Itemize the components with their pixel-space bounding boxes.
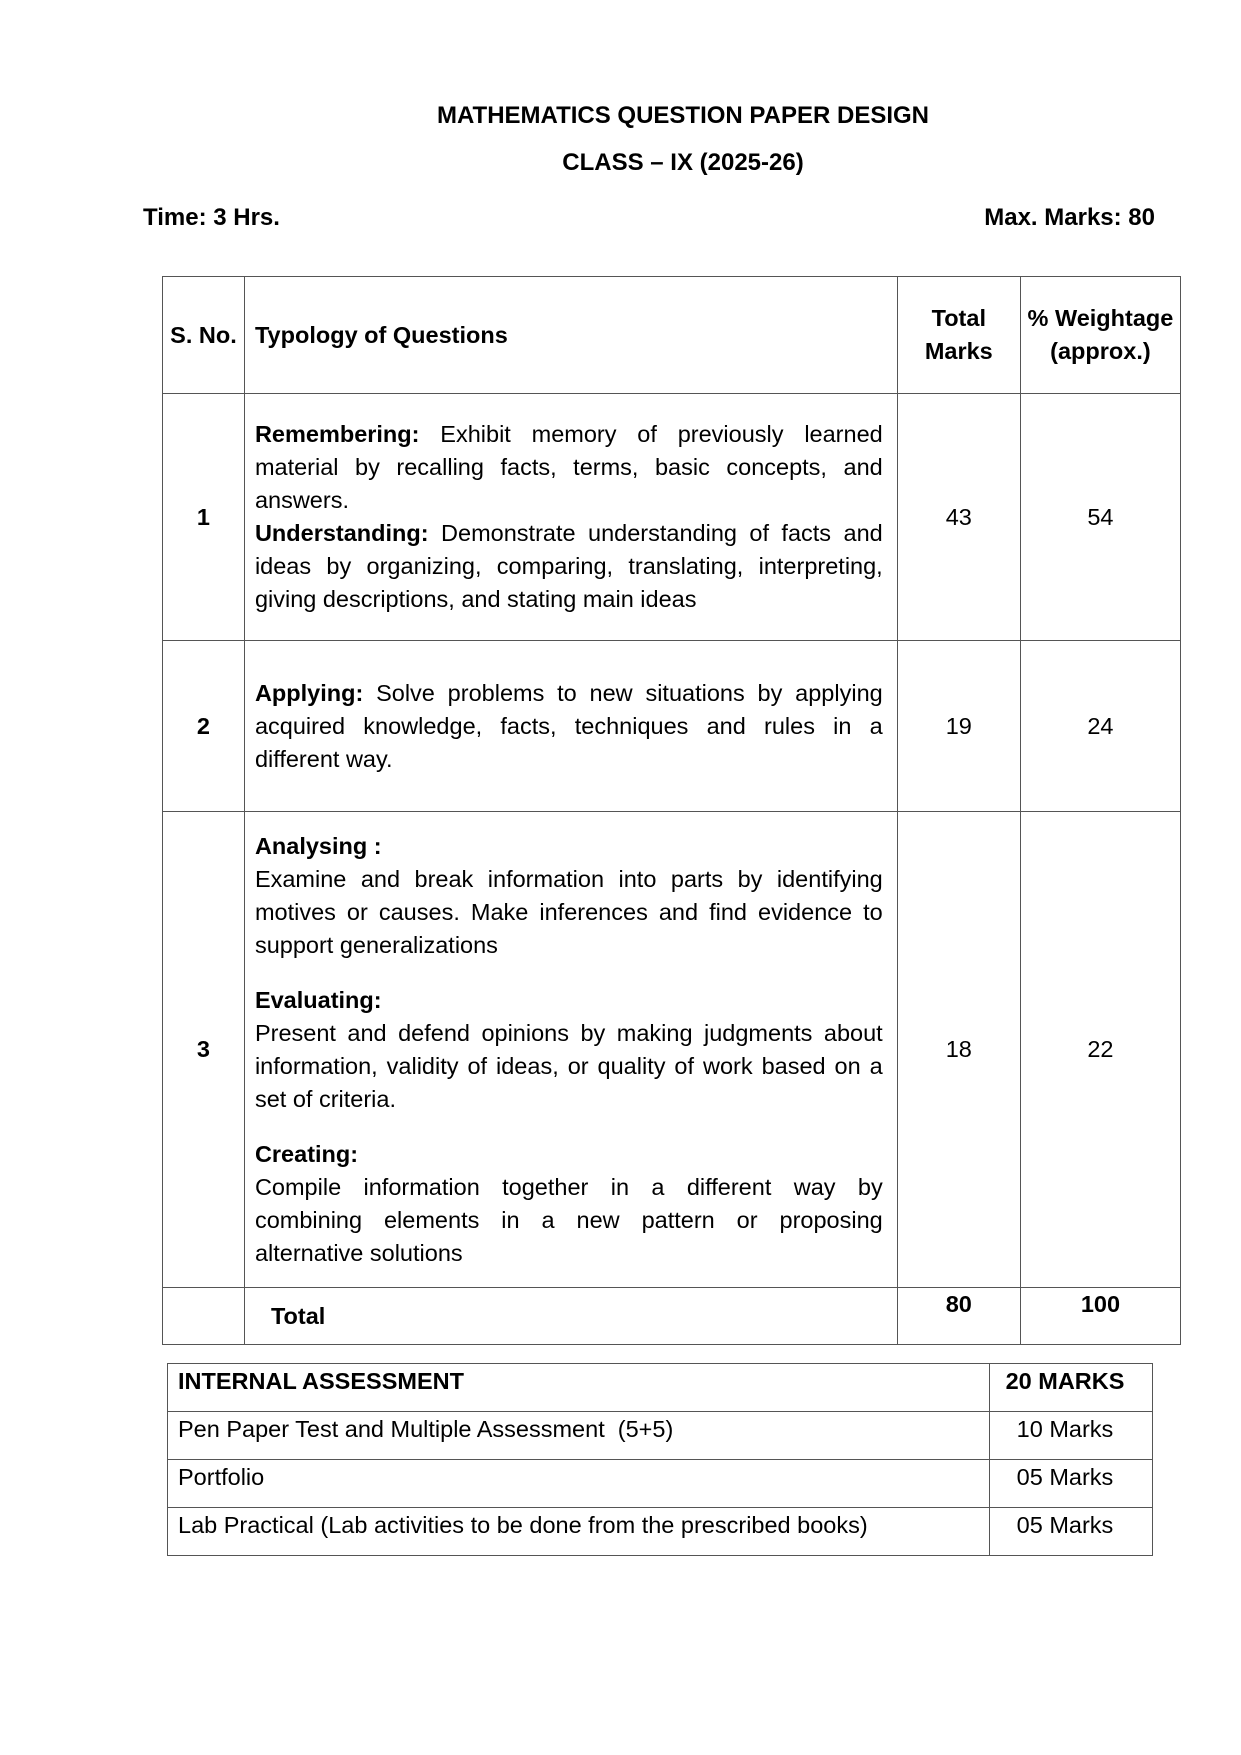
header-typology: Typology of Questions <box>244 277 897 394</box>
time-label: Time: 3 Hrs. <box>143 204 280 231</box>
row-marks: 18 <box>897 812 1020 1288</box>
typology-desc: Exhibit memory of previously learned material by recalling facts, terms, basic concepts, and answers. <box>254 421 883 513</box>
ia-heading-marks: 20 MARKS <box>990 1364 1153 1412</box>
typology-desc: Demonstrate understanding of facts and ideas by organizing, comparing, translating, interpreting, giving descriptions, and stating main ideas <box>254 520 883 612</box>
table-header-row <box>163 277 1181 394</box>
total-sno-cell <box>163 1288 245 1345</box>
header-sno: S. No. <box>163 277 245 394</box>
typology-item <box>255 984 883 1116</box>
row-typology <box>244 641 897 812</box>
internal-assessment-table <box>167 1363 1153 1556</box>
row-sno: 2 <box>163 641 245 812</box>
row-typology <box>244 394 897 641</box>
typology-item <box>255 418 883 517</box>
page-title: MATHEMATICS QUESTION PAPER DESIGN <box>436 102 930 129</box>
typology-term: Analysing : <box>254 832 382 859</box>
table-row <box>163 641 1181 812</box>
question-design-table <box>162 276 1181 1345</box>
row-sno: 1 <box>163 394 245 641</box>
row-weightage: 22 <box>1020 812 1180 1288</box>
ia-label: Portfolio <box>168 1460 990 1508</box>
row-sno: 3 <box>163 812 245 1288</box>
row-marks: 43 <box>897 394 1020 641</box>
ia-marks: 10 Marks <box>990 1412 1153 1460</box>
row-weightage: 54 <box>1020 394 1180 641</box>
ia-header-row <box>168 1364 1153 1412</box>
typology-term: Understanding: <box>254 520 429 546</box>
typology-term: Remembering: <box>254 421 420 447</box>
typology-desc: Solve problems to new situations by applying acquired knowledge, facts, techniques and rules in a different way. <box>254 679 883 772</box>
max-marks-label: Max. Marks: 80 <box>984 204 1155 231</box>
table-row <box>163 394 1181 641</box>
header-total-marks: Total Marks <box>897 277 1020 394</box>
typology-desc: Examine and break information into parts by identifying motives or causes. Make inferences and find evidence to support generalizations <box>254 865 883 958</box>
table-row <box>163 812 1181 1288</box>
ia-row <box>168 1460 1153 1508</box>
typology-item <box>255 1138 883 1270</box>
total-row <box>163 1288 1181 1345</box>
class-line: CLASS – IX (2025-26) <box>562 149 804 176</box>
ia-label: Lab Practical (Lab activities to be done from the prescribed books) <box>168 1508 990 1556</box>
total-weightage: 100 <box>1020 1288 1180 1345</box>
total-marks: 80 <box>897 1288 1020 1345</box>
typology-item <box>255 517 883 616</box>
typology-desc: Compile information together in a different way by combining elements in a new pattern or proposing alternative solutions <box>254 1173 883 1266</box>
row-typology <box>244 812 897 1288</box>
typology-term: Evaluating: <box>254 986 382 1013</box>
ia-row <box>168 1508 1153 1556</box>
typology-item <box>255 677 883 776</box>
ia-marks: 05 Marks <box>990 1460 1153 1508</box>
ia-marks: 05 Marks <box>990 1508 1153 1556</box>
header-weightage: % Weightage (approx.) <box>1020 277 1180 394</box>
ia-heading: INTERNAL ASSESSMENT <box>168 1364 990 1412</box>
typology-term: Applying: <box>254 679 364 706</box>
total-label: Total <box>244 1288 897 1345</box>
typology-term: Creating: <box>254 1140 359 1167</box>
typology-desc: Present and defend opinions by making judgments about information, validity of ideas, or quality of work based on a set of criteria. <box>254 1019 883 1112</box>
row-weightage: 24 <box>1020 641 1180 812</box>
typology-item <box>255 830 883 962</box>
ia-label: Pen Paper Test and Multiple Assessment (5+5) <box>168 1412 990 1460</box>
row-marks: 19 <box>897 641 1020 812</box>
ia-row <box>168 1412 1153 1460</box>
